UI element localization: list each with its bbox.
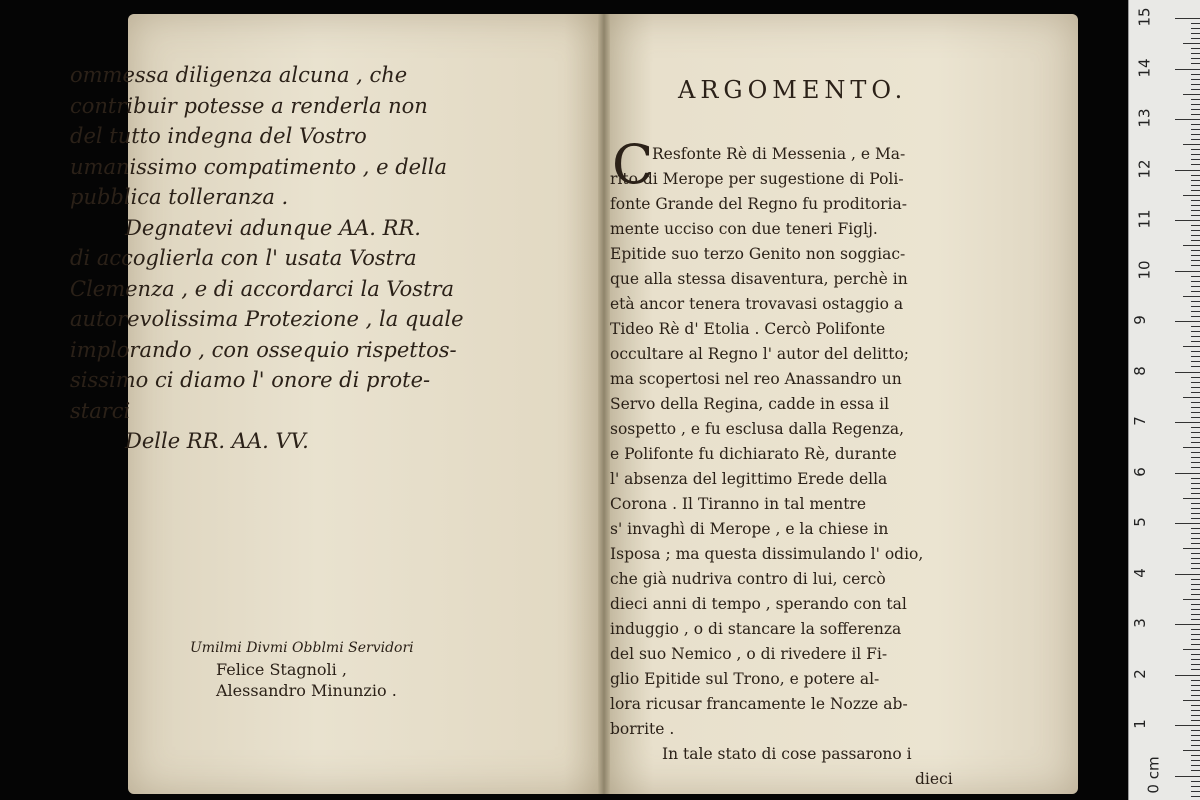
ruler-tick	[1191, 740, 1200, 741]
ruler-tick	[1191, 609, 1200, 610]
ruler-label: 8	[1130, 365, 1149, 376]
ruler-tick	[1191, 316, 1200, 317]
ruler-tick	[1191, 508, 1200, 509]
ruler-tick	[1191, 215, 1200, 216]
text-line: dieci anni di tempo , sperando con tal	[610, 595, 907, 613]
ruler-tick	[1191, 407, 1200, 408]
text-line: lora ricusar francamente le Nozze ab-	[610, 695, 908, 713]
ruler-tick	[1183, 195, 1200, 196]
ruler-tick	[1191, 462, 1200, 463]
ruler-tick	[1191, 478, 1200, 479]
ruler-tick	[1191, 639, 1200, 640]
ruler-tick	[1191, 23, 1200, 24]
ruler-tick	[1175, 220, 1200, 221]
ruler-tick	[1191, 377, 1200, 378]
ruler-tick	[1191, 301, 1200, 302]
ruler-tick	[1191, 417, 1200, 418]
book-gutter	[598, 14, 610, 794]
ruler-tick	[1175, 574, 1200, 575]
ruler-tick	[1183, 548, 1200, 549]
ruler-tick	[1191, 558, 1200, 559]
ruler-tick	[1191, 351, 1200, 352]
ruler-label: 11	[1135, 209, 1154, 229]
ruler-tick	[1191, 634, 1200, 635]
ruler-tick	[1191, 735, 1200, 736]
ruler-tick	[1175, 675, 1200, 676]
ruler-tick	[1191, 589, 1200, 590]
text-line: che già nudriva contro di lui, cercò	[610, 570, 886, 588]
ruler-tick	[1191, 331, 1200, 332]
ruler-tick	[1191, 84, 1200, 85]
ruler-tick	[1191, 281, 1200, 282]
ruler-tick	[1175, 372, 1200, 373]
text-line: Servo della Regina, cadde in essa il	[610, 395, 890, 413]
ruler-tick	[1191, 58, 1200, 59]
ruler-label: 9	[1130, 315, 1149, 325]
signer-name: Felice Stagnoli ,	[216, 660, 347, 679]
ruler-tick	[1175, 119, 1200, 120]
ruler-label: 2	[1130, 668, 1149, 679]
ruler-tick	[1191, 553, 1200, 554]
ruler-tick	[1191, 452, 1200, 453]
ruler-tick	[1191, 604, 1200, 605]
ruler-tick	[1191, 185, 1200, 186]
ruler-tick	[1191, 720, 1200, 721]
ruler-tick	[1191, 149, 1200, 150]
page-heading: ARGOMENTO.	[678, 76, 908, 104]
text-line: sissimo ci diamo l' onore di prote-	[70, 368, 431, 392]
ruler-tick	[1191, 644, 1200, 645]
text-line: pubblica tolleranza .	[70, 185, 289, 209]
text-line: del tutto indegna del Vostro	[70, 124, 367, 148]
text-line: occultare al Regno l' autor del delitto;	[610, 345, 910, 363]
ruler-tick	[1191, 235, 1200, 236]
ruler-tick	[1183, 397, 1200, 398]
ruler-tick	[1191, 563, 1200, 564]
ruler-tick	[1191, 99, 1200, 100]
ruler-tick	[1183, 43, 1200, 44]
ruler-tick	[1191, 392, 1200, 393]
ruler-tick	[1191, 382, 1200, 383]
text-line: Isposa ; ma questa dissimulando l' odio,	[610, 545, 924, 563]
signer-name: Alessandro Minunzio .	[216, 681, 397, 700]
ruler-tick	[1191, 124, 1200, 125]
text-line: Clemenza , e di accordarci la Vostra	[70, 276, 455, 301]
ruler-tick	[1191, 286, 1200, 287]
ruler-tick	[1191, 437, 1200, 438]
text-line: mente ucciso con due teneri Figlj.	[610, 220, 878, 238]
ruler-tick	[1183, 346, 1200, 347]
text-line: sospetto , e fu esclusa dalla Regenza,	[610, 420, 905, 438]
ruler-tick	[1175, 624, 1200, 625]
measurement-ruler	[1128, 0, 1200, 800]
text-line: Epitide suo terzo Genito non soggiac-	[610, 245, 906, 263]
ruler-tick	[1191, 781, 1200, 782]
signatures	[190, 638, 414, 701]
ruler-tick	[1191, 483, 1200, 484]
ruler-tick	[1175, 69, 1200, 70]
ruler-tick	[1191, 164, 1200, 165]
ruler-tick	[1191, 503, 1200, 504]
signature-title: Umilmi Divmi Obblmi Servidori	[190, 640, 414, 656]
ruler-tick	[1183, 296, 1200, 297]
ruler-tick	[1175, 422, 1200, 423]
ruler-tick	[1191, 412, 1200, 413]
ruler-tick	[1191, 200, 1200, 201]
text-line: que alla stessa disaventura, perchè in	[610, 270, 908, 288]
text-line: autorevolissima Protezione , la quale	[70, 307, 464, 331]
ruler-tick	[1183, 700, 1200, 701]
ruler-tick	[1191, 134, 1200, 135]
ruler-tick	[1191, 695, 1200, 696]
ruler-tick	[1191, 159, 1200, 160]
ruler-label: 14	[1135, 57, 1154, 78]
ruler-tick	[1191, 341, 1200, 342]
ruler-tick	[1191, 457, 1200, 458]
ruler-tick	[1191, 260, 1200, 261]
ruler-tick	[1191, 755, 1200, 756]
ruler-tick	[1191, 139, 1200, 140]
ruler-tick	[1191, 129, 1200, 130]
text-line: implorando , con ossequio rispettos-	[70, 337, 457, 362]
ruler-label: 1	[1130, 719, 1149, 729]
catchword: dieci	[915, 770, 953, 788]
text-line: fonte Grande del Regno fu proditoria-	[610, 195, 907, 213]
ruler-tick	[1175, 271, 1200, 272]
ruler-tick	[1191, 74, 1200, 75]
ruler-tick	[1191, 361, 1200, 362]
ruler-tick	[1183, 94, 1200, 95]
ruler-tick	[1191, 53, 1200, 54]
ruler-tick	[1191, 114, 1200, 115]
ruler-tick	[1191, 786, 1200, 787]
text-line: l' absenza del legittimo Erede della	[610, 470, 888, 488]
closing-line: Delle RR. AA. VV.	[125, 429, 309, 453]
ruler-tick	[1191, 594, 1200, 595]
ruler-tick	[1191, 326, 1200, 327]
ruler-tick	[1191, 33, 1200, 34]
ruler-label: 13	[1135, 108, 1154, 128]
ruler-tick	[1191, 528, 1200, 529]
ruler-label: 4	[1130, 567, 1149, 578]
ruler-tick	[1191, 175, 1200, 176]
text-line: borrite .	[610, 720, 675, 738]
ruler-tick	[1191, 715, 1200, 716]
ruler-tick	[1191, 180, 1200, 181]
ruler-tick	[1191, 366, 1200, 367]
ruler-tick	[1191, 225, 1200, 226]
ruler-tick	[1191, 533, 1200, 534]
ruler-tick	[1191, 402, 1200, 403]
ruler-tick	[1183, 498, 1200, 499]
ruler-tick	[1191, 250, 1200, 251]
ruler-label: 7	[1130, 416, 1149, 426]
ruler-tick	[1191, 63, 1200, 64]
ruler-tick	[1191, 89, 1200, 90]
ruler-tick	[1191, 579, 1200, 580]
text-line: del suo Nemico , o di rivedere il Fi-	[610, 645, 888, 663]
ruler-tick	[1191, 356, 1200, 357]
ruler-tick	[1191, 619, 1200, 620]
text-line: Resfonte Rè di Messenia , e Ma-	[652, 145, 906, 163]
ruler-tick	[1191, 765, 1200, 766]
ruler-tick	[1191, 467, 1200, 468]
ruler-tick	[1183, 144, 1200, 145]
ruler-tick	[1191, 690, 1200, 691]
ruler-tick	[1191, 265, 1200, 266]
ruler-tick	[1191, 710, 1200, 711]
ruler-tick	[1175, 473, 1200, 474]
ruler-tick	[1191, 745, 1200, 746]
ruler-label: 6	[1130, 466, 1149, 477]
text-line: rito di Merope per sugestione di Poli-	[610, 170, 904, 188]
ruler-tick	[1191, 104, 1200, 105]
text-line: starci	[70, 398, 131, 423]
ruler-tick	[1191, 685, 1200, 686]
text-line: Degnatevi adunque AA. RR.	[125, 215, 421, 240]
ruler-label: 5	[1130, 517, 1149, 527]
ruler-tick	[1191, 38, 1200, 39]
ruler-tick	[1191, 442, 1200, 443]
text-line: ma scopertosi nel reo Anassandro un	[610, 370, 902, 388]
text-line: s' invaghì di Merope , e la chiese in	[610, 520, 889, 538]
ruler-tick	[1191, 336, 1200, 337]
ruler-tick	[1183, 649, 1200, 650]
ruler-label: 3	[1130, 618, 1149, 628]
text-line: di accoglierla con l' usata Vostra	[70, 246, 417, 270]
ruler-tick	[1191, 276, 1200, 277]
ruler-tick	[1191, 48, 1200, 49]
ruler-tick	[1175, 776, 1200, 777]
ruler-tick	[1191, 770, 1200, 771]
ruler-tick	[1191, 79, 1200, 80]
text-line: In tale stato di cose passarono i	[662, 745, 912, 763]
ruler-tick	[1175, 523, 1200, 524]
ruler-tick	[1191, 205, 1200, 206]
ruler-tick	[1191, 154, 1200, 155]
ruler-tick	[1191, 432, 1200, 433]
left-page-text	[70, 60, 464, 457]
text-line: Corona . Il Tiranno in tal mentre	[610, 495, 866, 513]
ruler-tick	[1191, 538, 1200, 539]
text-line: e Polifonte fu dichiarato Rè, durante	[610, 445, 897, 463]
ruler-tick	[1191, 190, 1200, 191]
ruler-tick	[1191, 513, 1200, 514]
ruler-tick	[1191, 387, 1200, 388]
ruler-tick	[1191, 291, 1200, 292]
ruler-tick	[1183, 599, 1200, 600]
ruler-tick	[1175, 18, 1200, 19]
ruler-tick	[1183, 750, 1200, 751]
ruler-label: 15	[1135, 7, 1154, 27]
ruler-tick	[1191, 543, 1200, 544]
ruler-tick	[1191, 664, 1200, 665]
ruler-tick	[1191, 568, 1200, 569]
ruler-tick	[1191, 659, 1200, 660]
text-line: glio Epitide sul Trono, e potere al-	[610, 670, 880, 688]
ruler-tick	[1191, 791, 1200, 792]
ruler-tick	[1191, 584, 1200, 585]
ruler-label: 12	[1135, 158, 1154, 179]
ruler-tick	[1191, 240, 1200, 241]
ruler-tick	[1191, 427, 1200, 428]
ruler-label: 10	[1135, 259, 1154, 280]
ruler-tick	[1191, 669, 1200, 670]
right-page-text	[610, 142, 990, 792]
ruler-tick	[1191, 493, 1200, 494]
text-line: età ancor tenera trovavasi ostaggio a	[610, 295, 904, 313]
ruler-tick	[1191, 230, 1200, 231]
drop-cap: C	[612, 133, 654, 196]
ruler-tick	[1191, 488, 1200, 489]
ruler-tick	[1191, 255, 1200, 256]
text-line: ommessa diligenza alcuna , che	[70, 63, 408, 87]
ruler-tick	[1191, 109, 1200, 110]
ruler-tick	[1191, 629, 1200, 630]
ruler-tick	[1183, 447, 1200, 448]
ruler-tick	[1191, 311, 1200, 312]
ruler-label: 0 cm	[1144, 755, 1163, 794]
text-line: Tideo Rè d' Etolia . Cercò Polifonte	[610, 320, 886, 338]
ruler-tick	[1191, 518, 1200, 519]
ruler-tick	[1191, 654, 1200, 655]
ruler-tick	[1191, 28, 1200, 29]
ruler-tick	[1191, 796, 1200, 797]
text-line: umanissimo compatimento , e della	[70, 154, 448, 179]
text-line: contribuir potesse a renderla non	[70, 93, 428, 118]
ruler-tick	[1191, 306, 1200, 307]
ruler-tick	[1191, 730, 1200, 731]
ruler-tick	[1175, 725, 1200, 726]
ruler-tick	[1191, 210, 1200, 211]
text-line: induggio , o di stancare la sofferenza	[610, 620, 902, 638]
ruler-tick	[1183, 245, 1200, 246]
ruler-tick	[1175, 321, 1200, 322]
ruler-tick	[1191, 680, 1200, 681]
ruler-tick	[1191, 614, 1200, 615]
ruler-tick	[1191, 760, 1200, 761]
ruler-tick	[1191, 705, 1200, 706]
ruler-tick	[1175, 170, 1200, 171]
